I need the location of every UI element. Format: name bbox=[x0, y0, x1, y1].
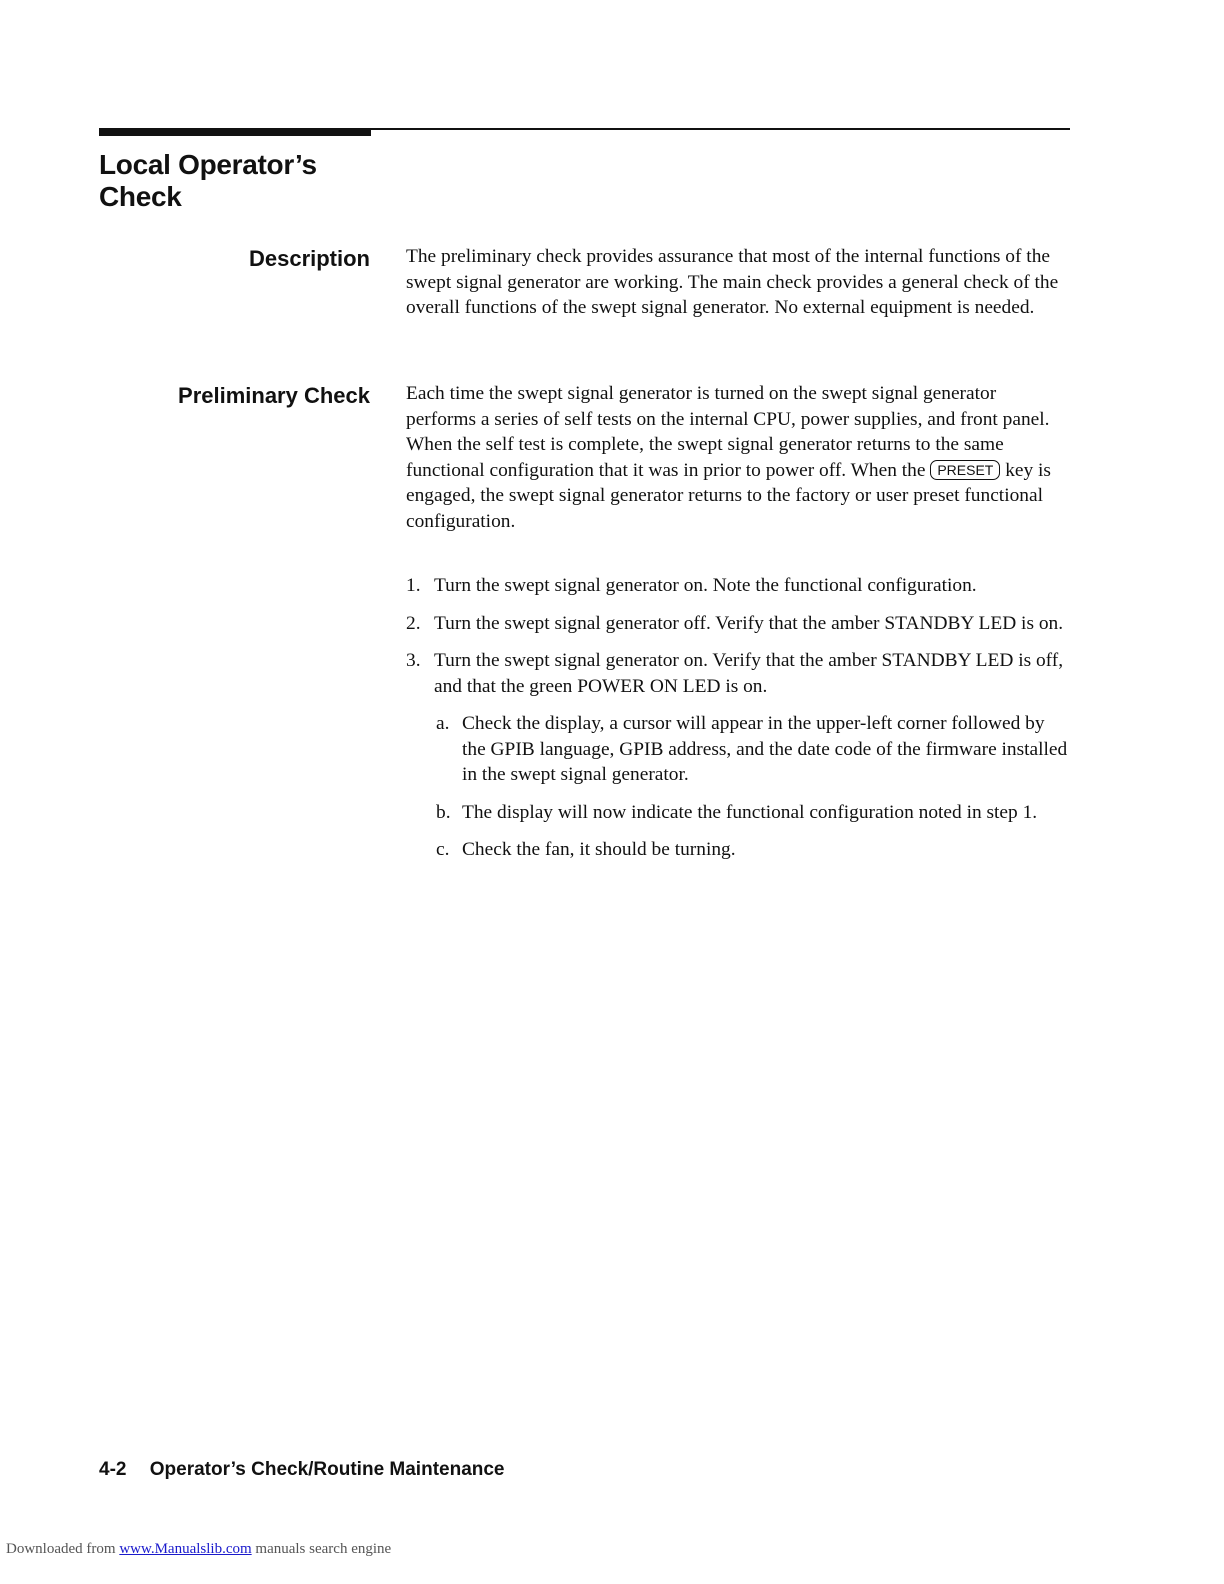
procedure-steps bbox=[406, 573, 1070, 875]
substeps bbox=[434, 711, 1070, 863]
step-number: 3. bbox=[406, 650, 421, 671]
section-title-line1: Local Operator’s bbox=[99, 149, 317, 180]
substep-text: Check the fan, it should be turning. bbox=[462, 839, 736, 860]
substep-letter: c. bbox=[436, 839, 450, 860]
preliminary-check-paragraph bbox=[406, 381, 1070, 534]
download-prefix: Downloaded from bbox=[6, 1541, 116, 1557]
substep-a bbox=[434, 711, 1070, 788]
chapter-title: Operator’s Check/Routine Maintenance bbox=[149, 1459, 505, 1480]
header-rule-accent bbox=[99, 128, 371, 136]
download-banner bbox=[6, 1541, 391, 1558]
page-footer bbox=[99, 1459, 505, 1481]
substep-text: Check the display, a cursor will appear in the upper-left corner followed by the GPIB language, GPIB address, and the date code of the firmware installed in the swept signal generator. bbox=[462, 713, 1068, 785]
preliminary-text-after-key: key is engaged, the swept signal generator returns to the factory or user preset functional configuration. bbox=[406, 459, 1051, 532]
step-3 bbox=[406, 648, 1070, 863]
description-heading: Description bbox=[248, 246, 370, 271]
section-title bbox=[99, 149, 399, 213]
substep-letter: a. bbox=[436, 713, 450, 734]
step-text: Turn the swept signal generator on. Note the functional configuration. bbox=[434, 575, 977, 596]
substep-text: The display will now indicate the functional configuration noted in step 1. bbox=[462, 801, 1038, 823]
step-number: 2. bbox=[406, 612, 421, 634]
manualslib-link[interactable]: www.Manualslib.com bbox=[119, 1541, 252, 1557]
preliminary-text-before-key: Each time the swept signal generator is turned on the swept signal generator performs a series of self tests on the internal CPU, power supplies, and front panel. When the self test is complete, the swept signal generator returns to the same functional configuration that it was in prior to power off. When the bbox=[406, 383, 1050, 481]
step-1 bbox=[406, 573, 1070, 599]
page-number: 4-2 bbox=[99, 1459, 127, 1480]
step-text: Turn the swept signal generator on. Verify that the amber STANDBY LED is off, and that the green POWER ON LED is on. bbox=[434, 650, 1064, 697]
step-number: 1. bbox=[406, 575, 421, 596]
description-paragraph: The preliminary check provides assurance that most of the internal functions of the swept signal generator are working. The main check provides a general check of the overall functions of the swept signal generator. No external equipment is needed. bbox=[406, 246, 1059, 318]
preliminary-check-heading: Preliminary Check bbox=[178, 383, 370, 408]
preset-key: PRESET bbox=[930, 460, 1000, 480]
step-text: Turn the swept signal generator off. Verify that the amber STANDBY LED is on. bbox=[434, 612, 1064, 634]
section-title-line2: Check bbox=[99, 181, 182, 212]
substep-letter: b. bbox=[436, 801, 451, 823]
step-2 bbox=[406, 611, 1070, 637]
substep-c bbox=[434, 837, 1070, 863]
substep-b bbox=[434, 800, 1070, 826]
download-suffix: manuals search engine bbox=[255, 1541, 392, 1557]
